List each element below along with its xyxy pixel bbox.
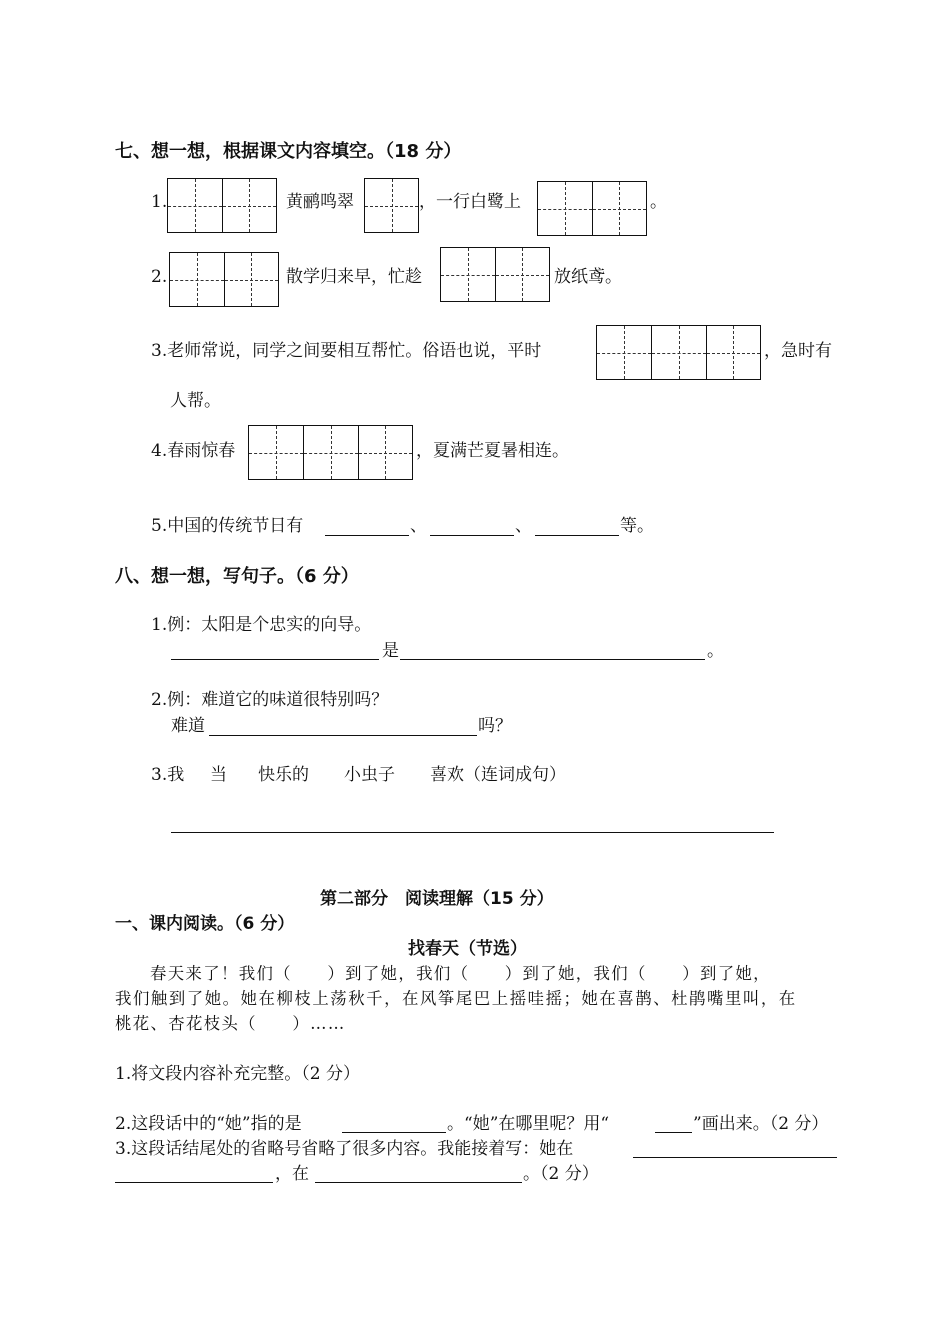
reading-q3-text-3: 。（2 分） xyxy=(523,1164,599,1184)
q7-1-text-1: 黄鹂鸣翠 xyxy=(286,192,354,212)
answer-blank-festival-1[interactable] xyxy=(325,535,409,536)
reading-q1: 1.将文段内容补充完整。（2 分） xyxy=(115,1064,360,1084)
q7-4-text-1: 4.春雨惊春 xyxy=(151,441,236,461)
passage-title: 找春天（节选） xyxy=(408,939,527,959)
char-grid-q7-3[interactable] xyxy=(596,325,761,380)
q7-1-number: 1. xyxy=(151,192,168,212)
q7-5-text-1: 5.中国的传统节日有 xyxy=(151,516,304,536)
q8-2-end: 吗？ xyxy=(478,716,512,736)
q8-3-word-3: 快乐的 xyxy=(258,765,309,785)
char-grid-q7-1a[interactable] xyxy=(167,178,277,233)
q8-2-example: 2.例：难道它的味道很特别吗？ xyxy=(151,690,389,710)
q7-1-text-2: ，一行白鹭上 xyxy=(419,192,521,212)
q7-3-text-2: ，急时有 xyxy=(764,341,832,361)
q7-5-text-2: 等。 xyxy=(620,516,654,536)
reading-q3-text-1: 3.这段话结尾处的省略号省略了很多内容。我能接着写：她在 xyxy=(115,1139,574,1159)
answer-blank-festival-2[interactable] xyxy=(430,535,514,536)
q7-5-separator-2: 、 xyxy=(515,516,532,536)
answer-blank-reading-q3c[interactable] xyxy=(315,1182,522,1183)
reading-q2-text-1: 2.这段话中的“她”指的是 xyxy=(115,1114,302,1134)
section8-title: 八、想一想，写句子。（6 分） xyxy=(115,566,359,587)
q7-4-text-2: ，夏满芒夏暑相连。 xyxy=(416,441,569,461)
q7-5-separator-1: 、 xyxy=(410,516,427,536)
answer-blank-q8-1a[interactable] xyxy=(171,659,379,660)
answer-blank-reading-q3a[interactable] xyxy=(633,1157,837,1158)
q8-3-word-1: 3.我 xyxy=(151,765,185,785)
section7-title: 七、想一想，根据课文内容填空。（18 分） xyxy=(115,141,462,162)
char-grid-q7-2b[interactable] xyxy=(440,247,550,302)
q7-3-text-1: 3.老师常说，同学之间要相互帮忙。俗语也说，平时 xyxy=(151,341,542,361)
q8-3-word-4: 小虫子 xyxy=(344,765,395,785)
answer-blank-q8-1b[interactable] xyxy=(400,659,705,660)
q8-3-word-2: 当 xyxy=(210,765,227,785)
passage-line-1: 春天来了！我们（ ）到了她，我们（ ）到了她，我们（ ）到了她， xyxy=(150,964,771,983)
answer-blank-reading-q2[interactable] xyxy=(342,1132,446,1133)
answer-line-q8-3[interactable] xyxy=(171,832,774,833)
q8-1-end: 。 xyxy=(707,641,724,661)
reading-q2-text-2: 。“她”在哪里呢？用“ xyxy=(447,1114,610,1134)
q7-3-text-3: 人帮。 xyxy=(170,391,221,411)
q8-1-example: 1.例：太阳是个忠实的向导。 xyxy=(151,615,372,635)
q7-2-text-1: 散学归来早，忙趁 xyxy=(286,267,422,287)
char-grid-q7-1b[interactable] xyxy=(364,178,419,233)
q8-3-word-5: 喜欢（连词成句） xyxy=(430,765,566,785)
q7-2-text-2: 放纸鸢。 xyxy=(554,267,622,287)
reading-subheading: 一、课内阅读。（6 分） xyxy=(115,914,295,934)
passage-line-3: 桃花、杏花枝头（ ）…… xyxy=(115,1014,346,1033)
char-grid-q7-1c[interactable] xyxy=(537,181,647,236)
q8-1-middle: 是 xyxy=(382,641,399,661)
q8-2-start: 难道 xyxy=(171,716,205,736)
answer-blank-festival-3[interactable] xyxy=(535,535,619,536)
q7-2-number: 2. xyxy=(151,267,168,287)
reading-q2-text-3: ”画出来。（2 分） xyxy=(693,1114,829,1134)
passage-line-2: 我们触到了她。她在柳枝上荡秋千，在风筝尾巴上摇哇摇；她在喜鹊、杜鹃嘴里叫，在 xyxy=(115,989,797,1008)
char-grid-q7-4[interactable] xyxy=(248,425,413,480)
reading-q3-text-2: ，在 xyxy=(275,1164,309,1184)
part2-heading: 第二部分 阅读理解（15 分） xyxy=(320,889,554,909)
answer-blank-reading-q3b[interactable] xyxy=(115,1182,273,1183)
q7-1-text-3: 。 xyxy=(650,192,667,212)
char-grid-q7-2a[interactable] xyxy=(169,252,279,307)
underline-mark-sample xyxy=(655,1132,692,1133)
answer-blank-q8-2[interactable] xyxy=(209,735,477,736)
